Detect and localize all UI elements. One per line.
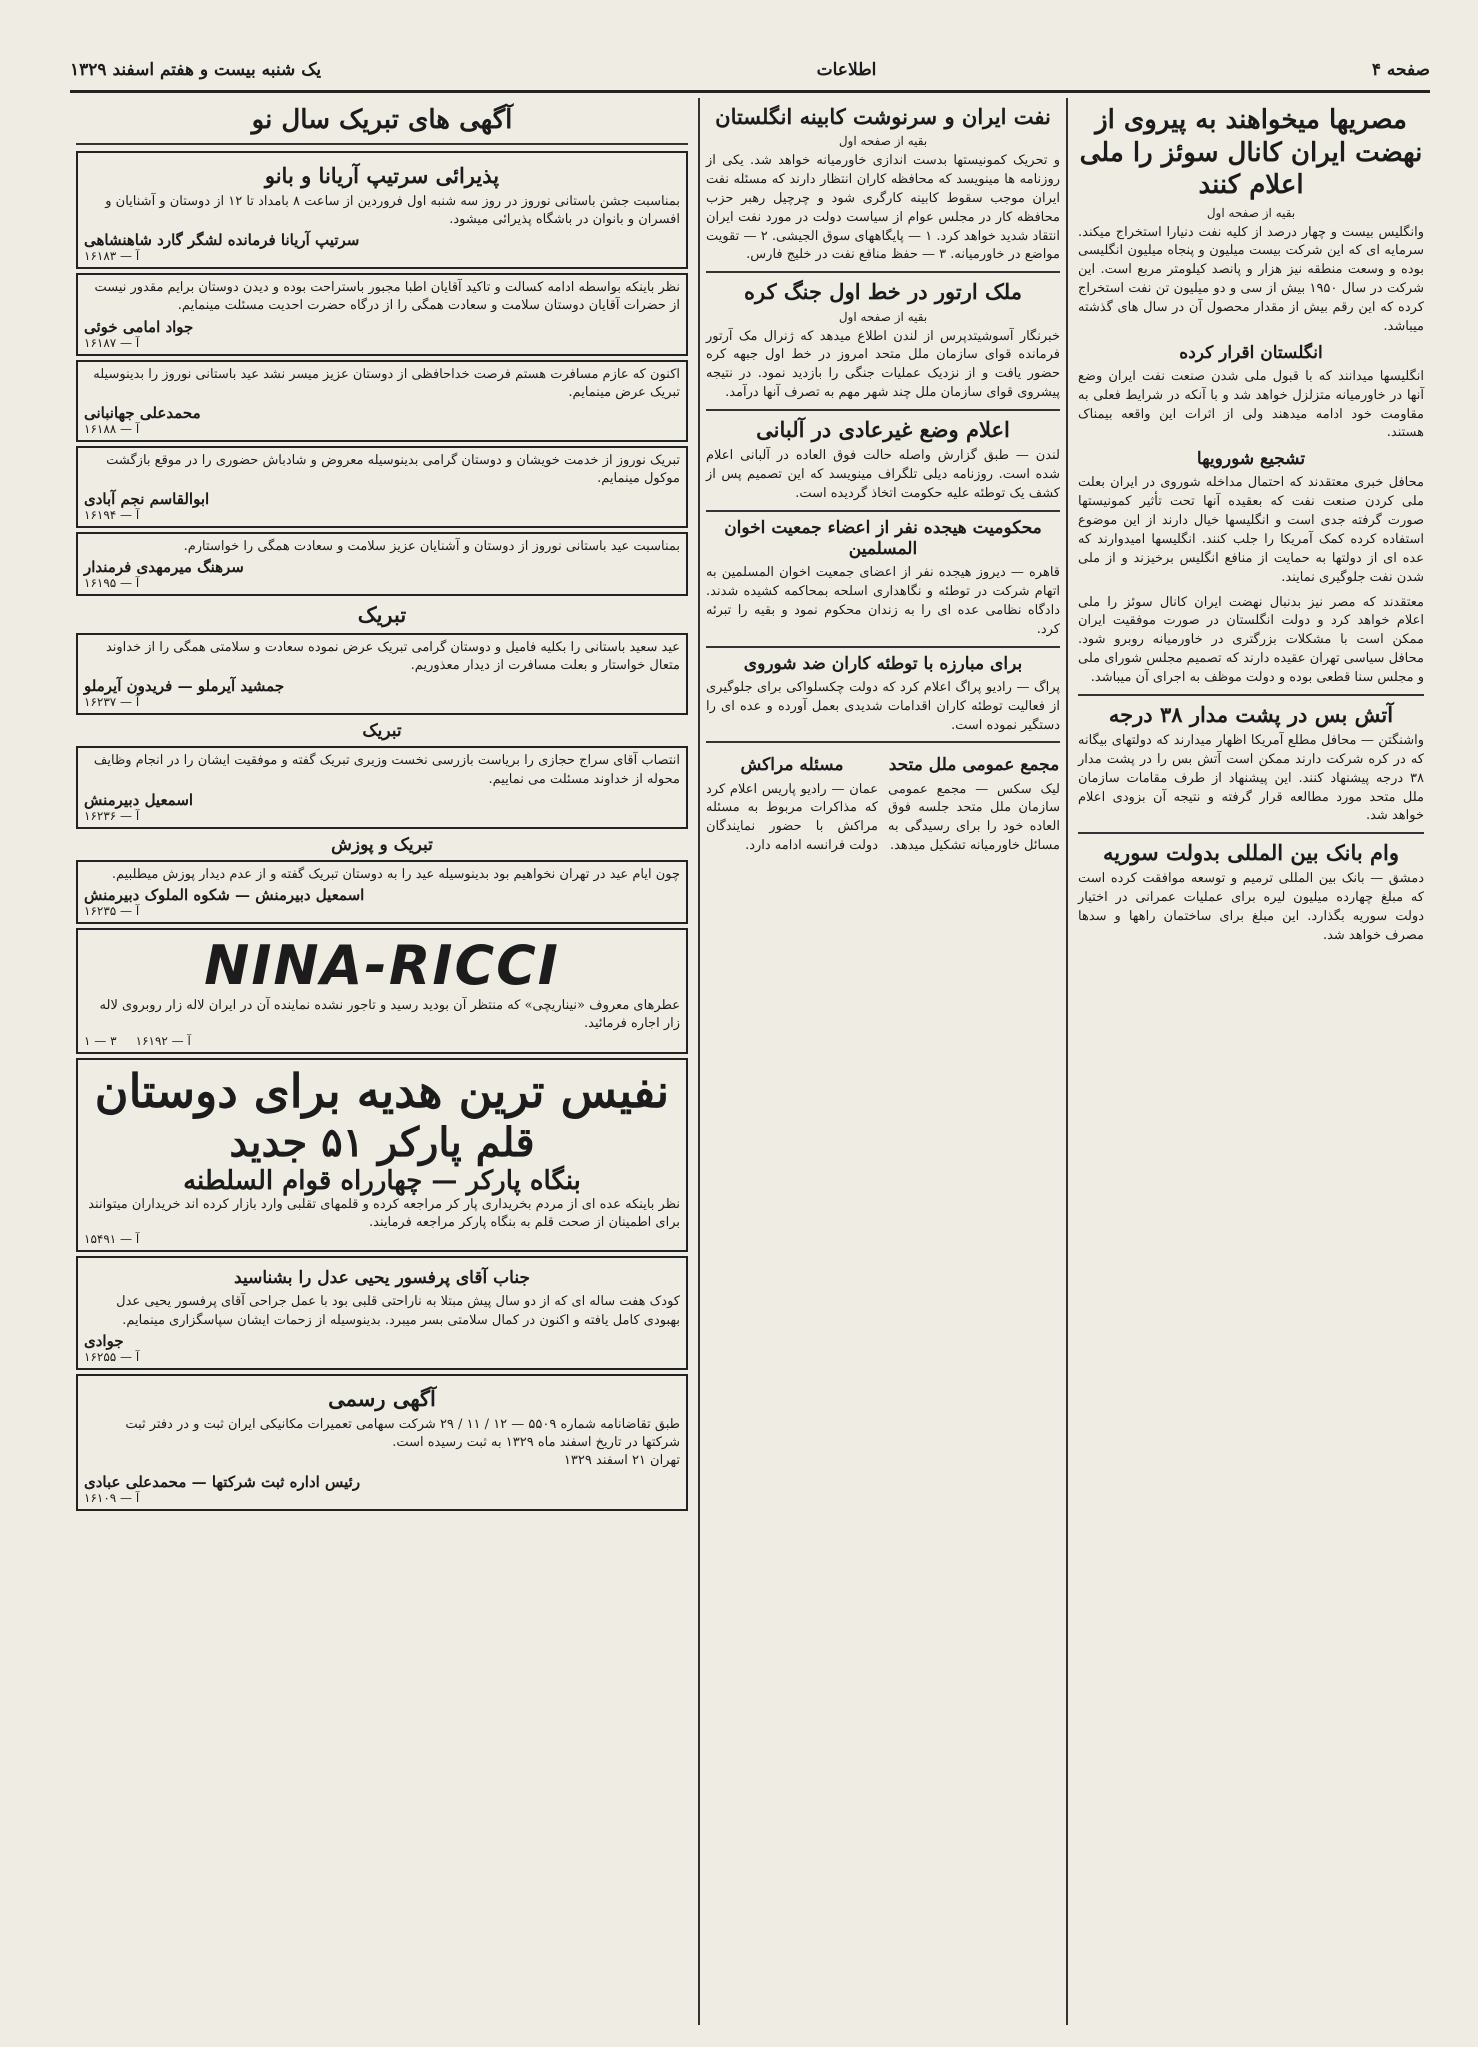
ad-code: آ — ۱۶۲۳۷ [84, 695, 140, 710]
article-text: لندن — طبق گزارش واصله حالت فوق العاده در آلبانی اعلام شده است. روزنامه دیلی تلگراف مینویسد که این تصمیم پس از کشف یک توطئه علیه حکومت اتخاذ گردیده است. [706, 448, 1060, 501]
ad-text: اکنون که عازم مسافرت هستم فرصت خداحافظی از دوستان عزیز میسر نشد عید باستانی نوروز را بدینوسیله تبریک عرض مینمایم. [93, 366, 680, 400]
column-middle [698, 98, 1068, 2025]
ad-official-notice [76, 1374, 688, 1511]
ad-signature: محمدعلی جهانبانی [84, 403, 201, 422]
ad-code: آ — ۱۶۱۸۷ [84, 335, 140, 350]
divider [1078, 694, 1424, 696]
article-text: محافل خبری معتقدند که احتمال مداخله شوروی در ایران بعلت ملی کردن صنعت نفت که بعقیده آنها تحت تأثیر کمونیستها صورت گرفته جدی است و انگلیسها خیال دارند از این موضوع استفاده کرده کمک آمریکا را جلب کنند. انگلیسها امیدوارند که عده ای از دولتها به حمایت از منافع انگلیس برخیزند و از ملی شدن نفت جلوگیری نمایند. [1078, 475, 1424, 585]
ad-code: آ — ۱۶۱۰۹ [84, 1490, 140, 1505]
parker-product: قلم پارکر ۵۱ جدید [229, 1118, 535, 1166]
ad-signature: جواد امامی خوئی [84, 317, 194, 336]
headline-anti-soviet-plot: برای مبارزه با توطئه کاران ضد شوروی [743, 653, 1023, 674]
headline-syria-loan: وام بانک بین المللی بدولت سوریه [1102, 840, 1400, 866]
columns [70, 98, 1430, 2025]
headline-morocco: مسئله مراکش [740, 755, 844, 776]
ad-dabirmanesh [76, 860, 688, 924]
ad-code: آ — ۱۶۱۹۵ [84, 576, 140, 591]
ad-signature: رئیس اداره ثبت شرکتها — محمدعلی عبادی [84, 1472, 361, 1491]
parker-address: بنگاه پارکر — چهارراه قوام السلطنه [183, 1165, 581, 1196]
ads-heading-tabrik: تبریک [357, 602, 407, 628]
ad-signature: سرتیپ آریانا فرمانده لشگر گارد شاهنشاهی [84, 231, 360, 250]
subheading-soviet: تشجیع شورویها [1196, 449, 1306, 470]
divider [76, 143, 688, 145]
ad-jahanbani [76, 360, 688, 442]
ad-code: آ — ۱۵۴۹۱ [84, 1232, 140, 1247]
ad-title: جناب آقای پرفسور یحیی عدل را بشناسید [234, 1268, 530, 1289]
article-text: خبرنگار آسوشیتدپرس از لندن اطلاع میدهد که ژنرال مک آرتور فرمانده قوای سازمان ملل متحد امروز در خط اول جبهه کره حضور یافت و از نزدیک عملیات جنگی را بازدید نمود. در نتیجه پیشروی قوای سازمان ملل چند شهر مهم به تصرف آنها درآمد. [706, 328, 1060, 401]
ad-text: عید سعید باستانی را بکلیه فامیل و دوستان گرامی تبریک عرض نموده سعادت و سلامتی همگی را از خداوند متعال خواستار و بعلت مسافرت از دیدار معذوریم. [105, 639, 680, 673]
ad-signature: اسمعیل دبیرمنش [84, 790, 194, 809]
ad-parker [76, 1058, 688, 1253]
divider [706, 409, 1060, 411]
ad-text: نظر باینکه بواسطه ادامه کسالت و تاکید آقایان اطبا مجبور باستراحت بوده و دیدن دوستان برایم مقدور نیست از حضرات آقایان دوستان سلامت و سعادت همگی را از درگاه حضرت احدیت مسئلت مینمایم. [94, 280, 680, 314]
continued-note: بقیه از صفحه اول [1206, 205, 1296, 220]
ad-farmandar [76, 532, 688, 596]
ad-text: عطرهای معروف «نیناریچی» که منتظر آن بودید رسید و تاجور نشده نماینده آن در ایران لاله زار روبروی لاله زار اجاره فرمائید. [99, 998, 680, 1032]
article-text: عمان — رادیو پاریس اعلام کرد که مذاکرات مربوط به مسئله مراکش با حضور نمایندگان دولت فرانسه ادامه دارد. [706, 781, 878, 854]
divider [706, 271, 1060, 273]
headline-korea-ceasefire: آتش بس در پشت مدار ۳۸ درجه [1108, 701, 1394, 727]
ad-code: آ — ۱۶۲۳۶ [84, 808, 140, 823]
page-number: صفحه ۴ [1371, 60, 1430, 80]
continued-note: بقیه از صفحه اول [838, 309, 928, 324]
article-text: قاهره — دیروز هیجده نفر از اعضای جمعیت اخوان المسلمین به اتهام شرکت در توطئه و نگاهداری اسلحه بمحاکمه کشیده شدند. دادگاه نظامی عده ای را به زندان محکوم نمود و بقیه را تبرئه کرد. [706, 565, 1060, 637]
ad-nina-ricci [76, 928, 688, 1053]
ads-heading-new-year: آگهی های تبریک سال نو [251, 105, 513, 135]
ad-emami [76, 273, 688, 355]
article-text: واشنگتن — محافل مطلع آمریکا اظهار میدارند که دولتهای بیگانه که در کره شرکت دارند ممکن است آتش بس را در پشت مدار ۳۸ درجه پیشنهاد کنند. این پیشنهاد از طرف مقامات سازمان ملل متحد مورد مطالعه قرار گرفته و نتیجه آن بزودی اعلام خواهد شد. [1078, 732, 1424, 824]
ad-signature: جوادی [84, 1331, 124, 1350]
article-text: معتقدند که مصر نیز بدنبال نهضت ایران کانال سوئز را ملی اعلام خواهد کرد و دولت انگلستان در صورت موفقیت ایران ممکن است با مشکلات بزرگتری در خاورمیانه روبرو شود. محافل سیاسی تهران عقیده دارند که تصمیم مجلس شورای ملی و مجلس سنا قطعی بوده و دولت موظف به اجرای آن میباشد. [1078, 594, 1424, 685]
ad-code-a: آ — ۱۶۱۹۲ [135, 1033, 191, 1048]
headline-macarthur: ملک ارتور در خط اول جنگ کره [743, 279, 1022, 305]
ad-ariana [76, 151, 688, 270]
newspaper-page [70, 50, 1430, 2025]
ad-code [84, 1034, 680, 1048]
ad-text: طبق تقاضانامه شماره ۵۵۰۹ — ۱۲ / ۱۱ / ۲۹ شرکت سهامی تعمیرات مکانیکی ایران ثبت و در دفتر ثبت شرکتها در تاریخ اسفند ماه ۱۳۲۹ به ثبت رسیده است. [125, 1416, 680, 1451]
ads-heading-pouzesh: تبریک و پوزش [331, 834, 433, 855]
ad-text: انتصاب آقای سراج حجازی را بریاست بازرسی نخست وزیری تبریک گفته و موفقیت ایشان را در انجام وظایف محوله از خداوند مسئلت می نماییم. [93, 753, 680, 787]
divider [706, 510, 1060, 512]
headline-oil-cabinet: نفت ایران و سرنوشت کابینه انگلستان [715, 104, 1051, 129]
ad-hejazi [76, 746, 688, 828]
divider [706, 646, 1060, 648]
ads-heading-tabrik-2: تبریک [362, 721, 402, 742]
ad-text: بمناسبت جشن باستانی نوروز در روز سه شنبه اول فروردین از ساعت ۸ بامداد تا ۱۲ از دوستان و آشنایان و افسران و بانوان در باشگاه پذیرائی میشود. [105, 193, 680, 227]
ad-code: آ — ۱۶۱۹۴ [84, 508, 140, 523]
issue-date: یک شنبه بیست و هفتم اسفند ۱۳۲۹ [70, 60, 322, 80]
article-text: دمشق — بانک بین المللی ترمیم و توسعه موافقت کرده است که مبلغ چهارده میلیون لیره برای عملیات عمرانی در اختیار دولت سوریه بگذارد. این مبلغ برای ساختمان راهها و سدها مصرف خواهد شد. [1078, 871, 1424, 943]
article-text: انگلیسها میدانند که با قبول ملی شدن صنعت نفت ایران وضع آنها در خاورمیانه متزلزل خواهد شد و با آنکه در شرایط فعلی به مقاومت خود ادامه میدهند ولی از اثرات این واقعه بیمناک هستند. [1078, 368, 1424, 441]
ad-date: تهران ۲۱ اسفند ۱۳۲۹ [563, 1453, 680, 1469]
split-articles [706, 749, 1060, 862]
headline-egypt-suez: مصریها میخواهند به پیروی از نهضت ایران کانال سوئز را ملی اعلام کنند [1079, 105, 1423, 200]
nina-ricci-logo: NINA-RICCI [204, 934, 560, 998]
article-text: لیک سکس — مجمع عمومی سازمان ملل متحد جلسه فوق العاده خود را برای رسیدگی به مسائل خاورمیانه تشکیل میدهد. [888, 781, 1060, 854]
morocco-article [706, 749, 878, 862]
ad-title: آگهی رسمی [328, 1385, 436, 1411]
ad-signature: جمشید آیرملو — فریدون آیرملو [84, 677, 285, 696]
ad-signature: اسمعیل دبیرمنش — شکوه الملوک دبیرمنش [84, 886, 365, 905]
column-ads [70, 98, 694, 2025]
article-text: وانگلیس بیست و چهار درصد از کلیه نفت دنیارا استخراج میکند. سرمایه ای که این شرکت بیست میلیون و پنجاه میلیون انگلیسی بوده و وسعت منطقه نیز هزار و پانصد کیلومتر مربع است. این شرکت در سال ۱۹۵۰ بیش از سی و دو میلیون تن نفت استخراج کرده که این رقم بیش از مقدار محصول آن در سال های گذشته میباشد. [1078, 224, 1424, 334]
ad-signature: سرهنگ میرمهدی فرمندار [84, 558, 244, 577]
ad-text: بمناسبت عید باستانی نوروز از دوستان و آشنایان عزیز سلامت و سعادت همگی را خواستارم. [183, 539, 680, 555]
masthead [70, 50, 1430, 93]
paper-name: اطلاعات [816, 60, 877, 80]
ad-text: کودک هفت ساله ای که از دو سال پیش مبتلا به ناراحتی قلبی بود با عمل جراحی آقای پرفسور یحیی عدل بهبودی کامل یافته و اکنون در کمال سلامتی بسر میبرد. بدینوسیله از زحمات ایشان سپاسگزاری مینمایم. [116, 1294, 680, 1328]
ad-professor-adl [76, 1256, 688, 1370]
parker-headline: نفیس ترین هدیه برای دوستان [94, 1063, 670, 1118]
article-text: و تحریک کمونیستها بدست اندازی خاورمیانه خواهد شد. یکی از روزنامه ها مینویسد که محافظه کاران انتظار دارند که مسئله نفت ایران موجب سقوط کابینه کارگری شود و چرچیل رهبر حزب محافظه کار در مجلس عوام از سیاست دولت در مورد نفت ایران انتقاد شدید خواهد کرد. ۱ — پایگاههای سوق الجیشی. ۲ — تقویت مواضع در خاورمیانه. ۳ — حفظ منافع نفت در خلیج فارس. [706, 153, 1060, 263]
ad-text: چون ایام عید در تهران نخواهیم بود بدینوسیله عید را به دوستان تبریک گفته و از عدم دیدار پوزش میطلبیم. [111, 866, 680, 882]
headline-muslim-brotherhood: محکومیت هیجده نفر از اعضاء جمعیت اخوان المسلمین [724, 517, 1042, 559]
divider [706, 741, 1060, 743]
ad-text: تبریک نوروز از خدمت خویشان و دوستان گرامی بدینوسیله معروض و شادباش حضوری را در موقع بازگشت موکول مینمایم. [106, 452, 680, 487]
divider [1078, 832, 1424, 834]
headline-un-assembly: مجمع عمومی ملل متحد [888, 755, 1060, 776]
headline-albania: اعلام وضع غیرعادی در آلبانی [756, 416, 1010, 442]
ad-code: آ — ۱۶۲۳۵ [84, 904, 140, 919]
ad-text: نظر باینکه عده ای از مردم بخریداری پار کر مراجعه کرده و قلمهای تقلبی وارد بازار کرده اند خریداران میتوانند برای اطمینان از صحت قلم به بنگاه پارکر مراجعه فرمایند. [88, 1196, 680, 1230]
ad-ayromlou [76, 633, 688, 715]
column-right [1072, 98, 1430, 2025]
continued-note: بقیه از صفحه اول [838, 134, 928, 149]
ad-code: آ — ۱۶۱۸۳ [84, 249, 140, 264]
article-text: پراگ — رادیو پراگ اعلام کرد که دولت چکسلواکی برای جلوگیری از فعالیت توطئه کاران اقدامات شدیدی بعمل آورده و عده ای را دستگیر نموده است. [706, 679, 1060, 733]
ad-code: آ — ۱۶۱۸۸ [84, 421, 140, 436]
un-assembly-article [888, 749, 1060, 862]
ad-code: آ — ۱۶۲۵۵ [84, 1349, 140, 1364]
subheading-england: انگلستان اقرار کرده [1179, 342, 1323, 363]
ad-title: پذیرائی سرتیپ آریانا و بانو [264, 162, 500, 188]
ad-signature: ابوالقاسم نجم آبادی [84, 490, 210, 509]
ad-code-b: ۳ — ۱ [84, 1033, 117, 1048]
ad-najmabadi [76, 446, 688, 528]
